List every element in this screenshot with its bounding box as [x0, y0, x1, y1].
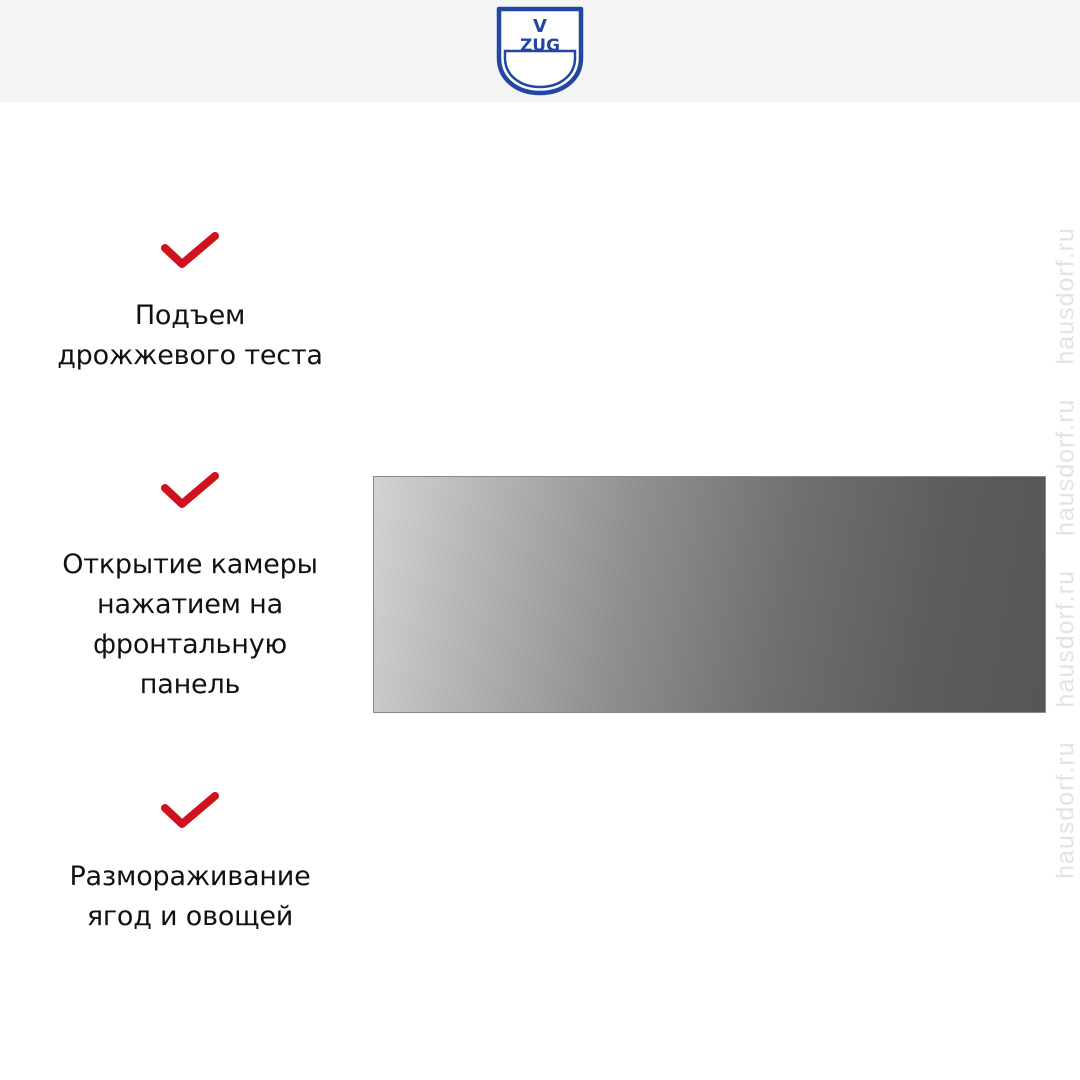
check-icon	[161, 472, 219, 512]
watermark-text: hausdorf.ru	[1051, 569, 1080, 708]
feature-text: Размораживание ягод и овощей	[69, 861, 311, 932]
logo-letter-bottom: ZUG	[519, 36, 561, 56]
vzug-logo	[496, 6, 584, 96]
feature-defrosting	[20, 792, 360, 937]
warming-drawer-front-panel	[373, 476, 1046, 713]
logo-letter-top: V	[533, 16, 547, 37]
feature-dough-proofing	[20, 232, 360, 376]
watermark-text: hausdorf.ru	[1051, 398, 1080, 537]
feature-push-to-open	[20, 472, 360, 705]
watermark	[1052, 201, 1080, 879]
check-icon	[161, 232, 219, 272]
feature-text: Подъем дрожжевого теста	[57, 300, 323, 371]
watermark-text: hausdorf.ru	[1051, 741, 1080, 879]
watermark-text: hausdorf.ru	[1051, 227, 1080, 365]
check-icon	[161, 792, 219, 832]
feature-text: Открытие камеры нажатием на фронтальную панель	[62, 549, 318, 700]
